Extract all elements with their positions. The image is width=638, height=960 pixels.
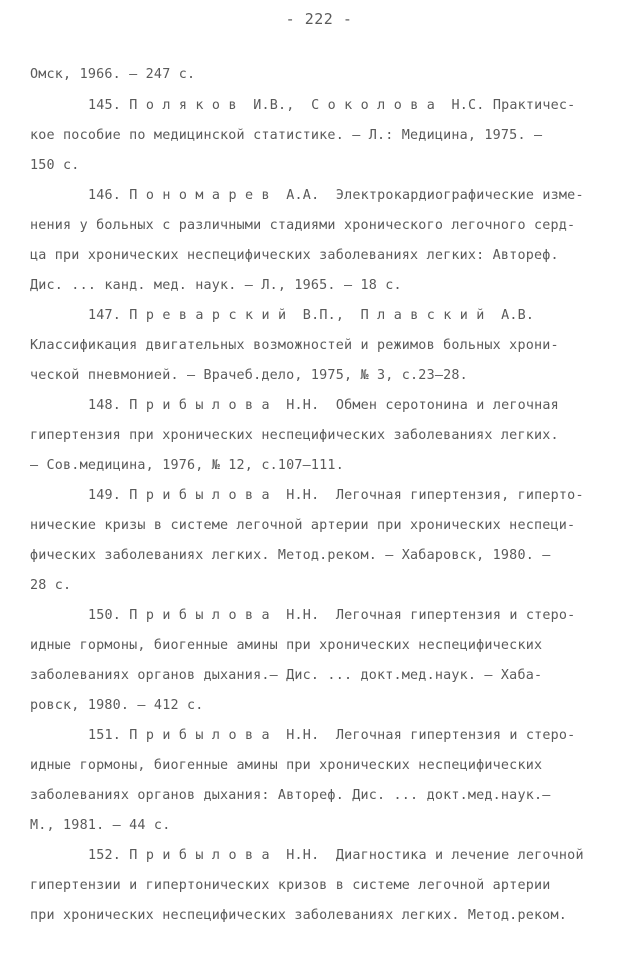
page-number: - 222 - (285, 10, 353, 28)
text-line: идные гормоны, биогенные амины при хронических неспецифических (30, 758, 543, 773)
text-line: фических заболеваниях легких. Метод.реком. – Хабаровск, 1980. – (30, 548, 551, 563)
text-line: 146. П о н о м а р е в А.А. Электрокардиографические изме- (88, 188, 584, 203)
text-line: М., 1981. – 44 с. (30, 818, 171, 833)
text-line: 151. П р и б ы л о в а Н.Н. Легочная гипертензия и стеро- (88, 728, 576, 743)
text-line: нения у больных с различными стадиями хронического легочного серд- (30, 218, 576, 233)
text-line: гипертензия при хронических неспецифических заболеваниях легких. (30, 428, 559, 443)
text-line: – Сов.медицина, 1976, № 12, с.107–111. (30, 458, 344, 473)
text-line: 150 с. (30, 158, 80, 173)
text-line: идные гормоны, биогенные амины при хронических неспецифических (30, 638, 543, 653)
text-line: 28 с. (30, 578, 72, 593)
text-line: ровск, 1980. – 412 с. (30, 698, 204, 713)
text-line: Омск, 1966. – 247 с. (30, 67, 196, 82)
text-line: 147. П р е в а р с к и й В.П., П л а в с к и й А.В. (88, 308, 535, 323)
text-line: при хронических неспецифических заболеваниях легких. Метод.реком. (30, 908, 568, 923)
text-line: 148. П р и б ы л о в а Н.Н. Обмен серотонина и легочная (88, 398, 559, 413)
text-line: Классификация двигательных возможностей и режимов больных хрони- (30, 338, 559, 353)
text-line: ца при хронических неспецифических заболеваниях легких: Автореф. (30, 248, 559, 263)
text-line: кое пособие по медицинской статистике. – Л.: Медицина, 1975. – (30, 128, 543, 143)
text-line: 152. П р и б ы л о в а Н.Н. Диагностика и лечение легочной (88, 848, 584, 863)
text-line: заболеваниях органов дыхания.– Дис. ... докт.мед.наук. – Хаба- (30, 668, 543, 683)
text-line: ческой пневмонией. – Врачеб.дело, 1975, № 3, с.23–28. (30, 368, 468, 383)
text-line: заболеваниях органов дыхания: Автореф. Дис. ... докт.мед.наук.– (30, 788, 551, 803)
text-line: нические кризы в системе легочной артерии при хронических неспеци- (30, 518, 576, 533)
text-line: гипертензии и гипертонических кризов в системе легочной артерии (30, 878, 551, 893)
text-line: 150. П р и б ы л о в а Н.Н. Легочная гипертензия и стеро- (88, 608, 576, 623)
text-line: Дис. ... канд. мед. наук. – Л., 1965. – 18 с. (30, 278, 402, 293)
text-line: 145. П о л я к о в И.В., С о к о л о в а Н.С. Практичес- (88, 98, 576, 113)
text-line: 149. П р и б ы л о в а Н.Н. Легочная гипертензия, гиперто- (88, 488, 584, 503)
